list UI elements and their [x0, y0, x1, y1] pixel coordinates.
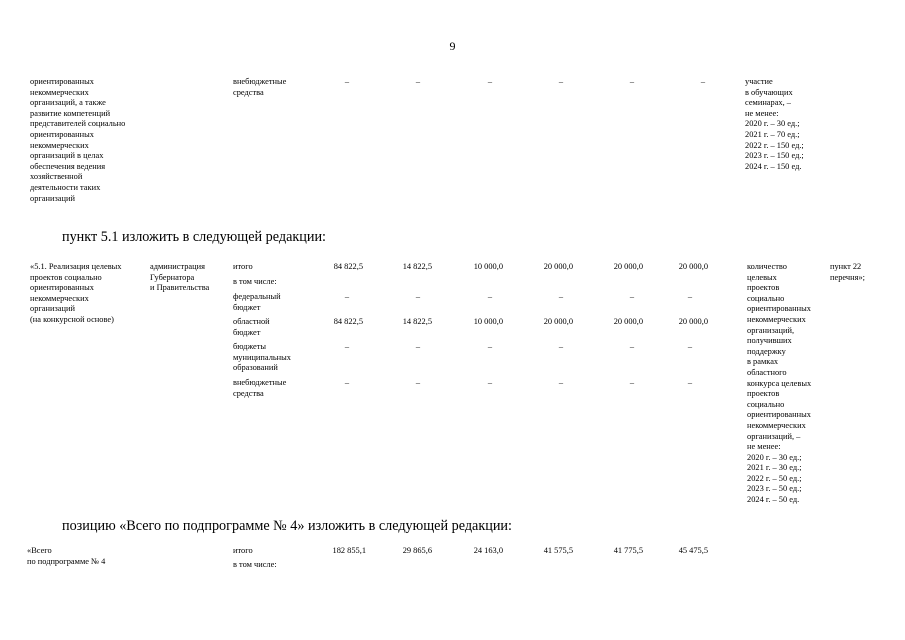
- block3-source-including: в том числе:: [233, 560, 277, 569]
- block2-total-value-3: 10 000,0: [473, 262, 503, 271]
- block3-label: «Всего по подпрограмме № 4: [27, 546, 106, 566]
- block2-municipal-value-6: –: [687, 342, 693, 351]
- block2-municipal-value-5: –: [629, 342, 635, 351]
- block2-regional-value-4: 20 000,0: [543, 317, 573, 326]
- block2-source-regional: областной бюджет: [233, 317, 270, 337]
- block2-extrabudget-value-1: –: [344, 378, 350, 387]
- block2-source-municipal: бюджеты муниципальных образований: [233, 342, 291, 373]
- block2-federal-value-6: –: [687, 292, 693, 301]
- block2-total-value-1: 84 822,5: [333, 262, 363, 271]
- block2-extrabudget-value-3: –: [487, 378, 493, 387]
- block1-value-6: –: [700, 77, 706, 86]
- block2-federal-value-2: –: [415, 292, 421, 301]
- block2-regional-value-1: 84 822,5: [333, 317, 363, 326]
- block2-source-total: итого: [233, 262, 253, 271]
- block3-source-total: итого: [233, 546, 253, 555]
- block1-value-3: –: [487, 77, 493, 86]
- heading-total-subprogram: позицию «Всего по подпрограмме № 4» изложить в следующей редакции:: [62, 518, 512, 534]
- block1-activity: ориентированных некоммерческих организаций, а также развитие компетенций представителей социально ориентированных некоммерческих организаций в целах обеспечения ведения хозяйственной деятельности таких организаций: [30, 77, 126, 203]
- block2-total-value-6: 20 000,0: [678, 262, 708, 271]
- block2-regional-value-3: 10 000,0: [473, 317, 503, 326]
- block2-extrabudget-value-6: –: [687, 378, 693, 387]
- block2-federal-value-4: –: [558, 292, 564, 301]
- block3-total-value-1: 182 855,1: [332, 546, 366, 555]
- block2-federal-value-5: –: [629, 292, 635, 301]
- block2-source-including: в том числе:: [233, 277, 277, 286]
- block3-total-value-2: 29 865,6: [402, 546, 432, 555]
- block2-federal-value-1: –: [344, 292, 350, 301]
- block2-extrabudget-value-5: –: [629, 378, 635, 387]
- block2-total-value-4: 20 000,0: [543, 262, 573, 271]
- block2-municipal-value-4: –: [558, 342, 564, 351]
- heading-item-5-1: пункт 5.1 изложить в следующей редакции:: [62, 229, 326, 245]
- block2-extrabudget-value-2: –: [415, 378, 421, 387]
- block2-executor: администрация Губернатора и Правительства: [150, 262, 210, 293]
- block2-activity: «5.1. Реализация целевых проектов социально ориентированных некоммерческих организаций (на конкурсной основе): [30, 262, 122, 324]
- block2-extrabudget-value-4: –: [558, 378, 564, 387]
- block2-municipal-value-1: –: [344, 342, 350, 351]
- block1-value-2: –: [415, 77, 421, 86]
- block2-source-extrabudget: внебюджетные средства: [233, 378, 287, 398]
- block1-value-5: –: [629, 77, 635, 86]
- block2-federal-value-3: –: [487, 292, 493, 301]
- block1-indicator: участие в обучающих семинарах, – не менее: 2020 г. – 30 ед.; 2021 г. – 70 ед.; 2022 г. – 150 ед.; 2023 г. – 150 ед.; 2024 г. – 150 ед.: [745, 77, 804, 171]
- block3-total-value-3: 24 163,0: [473, 546, 503, 555]
- page-number: 9: [449, 39, 456, 53]
- block2-regional-value-2: 14 822,5: [402, 317, 432, 326]
- block2-total-value-2: 14 822,5: [402, 262, 432, 271]
- block2-source-federal: федеральный бюджет: [233, 292, 281, 312]
- block2-municipal-value-3: –: [487, 342, 493, 351]
- block3-total-value-6: 45 475,5: [678, 546, 708, 555]
- block2-total-value-5: 20 000,0: [613, 262, 643, 271]
- block1-value-4: –: [558, 77, 564, 86]
- block2-municipal-value-2: –: [415, 342, 421, 351]
- block2-reference: пункт 22 перечня»;: [830, 262, 865, 282]
- block3-total-value-5: 41 775,5: [613, 546, 643, 555]
- block2-regional-value-5: 20 000,0: [613, 317, 643, 326]
- block3-total-value-4: 41 575,5: [543, 546, 573, 555]
- block2-indicator: количество целевых проектов социально ориентированных некоммерческих организаций, получивших поддержку в рамках областного конкурса целевых проектов социально ориентированных некоммерческих организаций, – не менее: 2020 г. – 30 ед.; 2021 г. – 30 ед.; 2022 г. – 50 ед.; 2023 г. – 50 ед.; 2024 г. – 50 ед.: [747, 262, 812, 505]
- block2-regional-value-6: 20 000,0: [678, 317, 708, 326]
- block1-source: внебюджетные средства: [233, 77, 287, 97]
- block1-value-1: –: [344, 77, 350, 86]
